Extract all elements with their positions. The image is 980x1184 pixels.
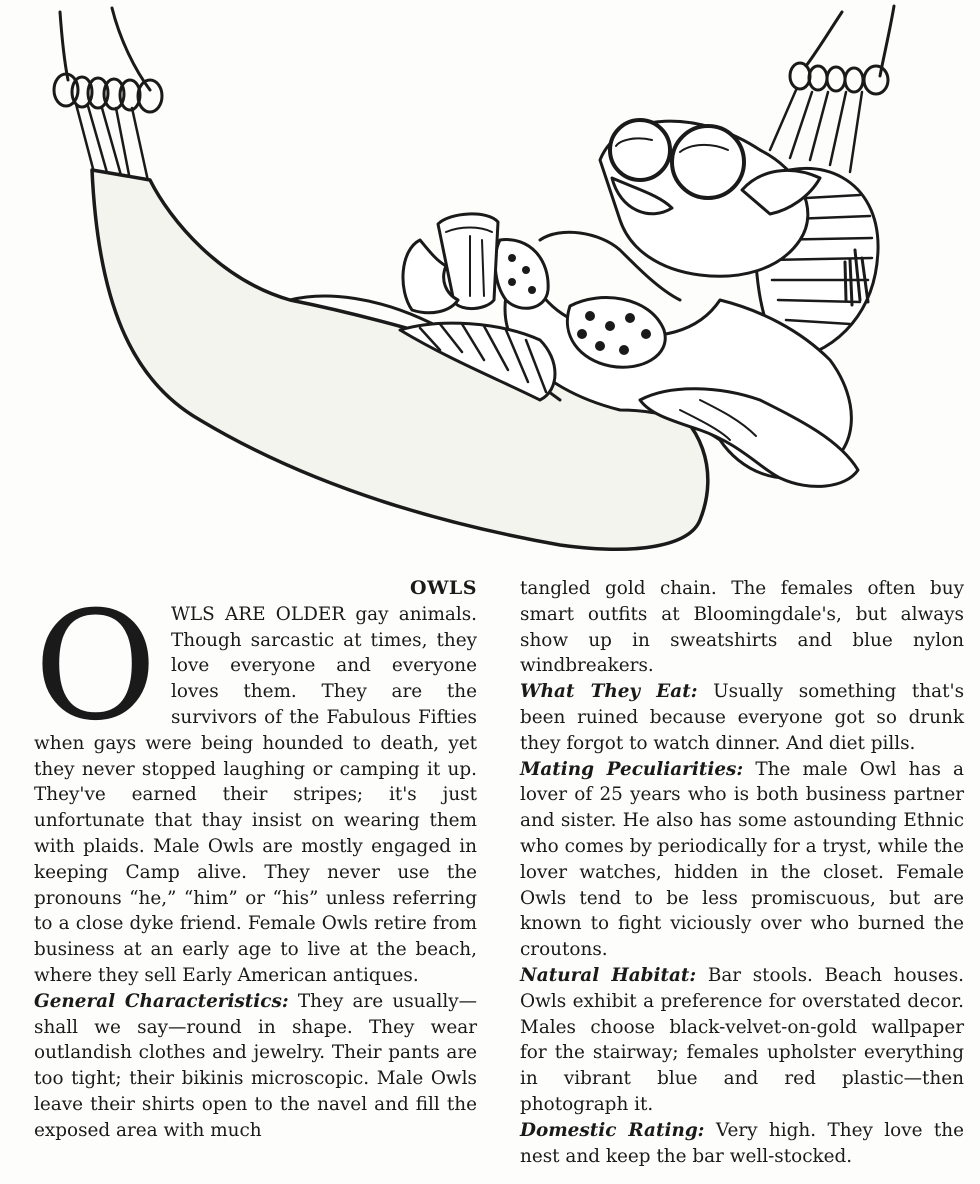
general-characteristics-paragraph xyxy=(34,989,477,1144)
habitat-paragraph xyxy=(520,963,964,1118)
article-column-left xyxy=(34,576,477,1144)
domestic-text: Very high. They love the nest and keep the bar well-stocked. xyxy=(520,1119,964,1167)
habitat-text: Bar stools. Beach houses. Owls exhibit a preference for overstated decor. Males choose black-velvet-on-gold wallpaper for the stairway; females upholster everything in vibrant blue and red plastic—then photograph it. xyxy=(520,964,964,1115)
right-rings xyxy=(790,63,888,94)
general-continued-paragraph: tangled gold chain. The females often buy smart outfits at Bloomingdale's, but always show up in sweatshirts and blue nylon windbreakers. xyxy=(520,578,964,677)
article-column-right xyxy=(520,576,964,1169)
general-heading: General Characteristics: xyxy=(34,990,289,1012)
left-rings xyxy=(54,74,162,112)
article-title: OWLS xyxy=(410,577,477,599)
intro-paragraph xyxy=(34,579,478,989)
eat-text: Usually something that's been ruined because everyone got so drunk they forgot to watch dinner. And diet pills. xyxy=(520,681,965,754)
habitat-heading: Natural Habitat: xyxy=(520,964,697,986)
general-text: They are usually—shall we say—round in shape. They wear outlandish clothes and jewelry. Their pants are too tight; their bikinis microscopic. Male Owls leave their shirts open to the navel and fill the exposed area with much xyxy=(34,990,477,1141)
intro-text: gay animals. Though sarcastic at times, they love everyone and everyone loves them. They are the survivors of the Fabulous Fifties when gays were being hounded to death, yet they never stopped laughing or camping it up. They've earned their stripes; it's just unfortunate that thay insist on wearing them with plaids. Male Owls are mostly engaged in keeping Camp alive. They never use the pronouns “he,” “him” or “his” unless referring to a close dyke friend. Female Owls retire from business at an early age to live at the beach, where they sell Early American antiques. xyxy=(34,603,478,986)
owl-in-hammock-illustration xyxy=(0,0,980,570)
domestic-heading: Domestic Rating: xyxy=(520,1119,705,1141)
mating-paragraph xyxy=(520,757,964,963)
eat-heading: What They Eat: xyxy=(520,681,698,703)
domestic-paragraph xyxy=(520,1118,964,1170)
mating-text: The male Owl has a lover of 25 years who is both business partner and sister. He also has some astounding Ethnic who comes by periodically for a tryst, while the lover watches, hidden in the closet. Female Owls tend to be less promiscuous, but are known to fight viciously over who burned the croutons. xyxy=(520,758,964,961)
intro-caps: WLS ARE OLDER xyxy=(170,603,346,625)
mating-heading: Mating Peculiarities: xyxy=(520,758,744,780)
what-they-eat-paragraph xyxy=(520,679,964,756)
drop-cap: O xyxy=(34,579,157,754)
